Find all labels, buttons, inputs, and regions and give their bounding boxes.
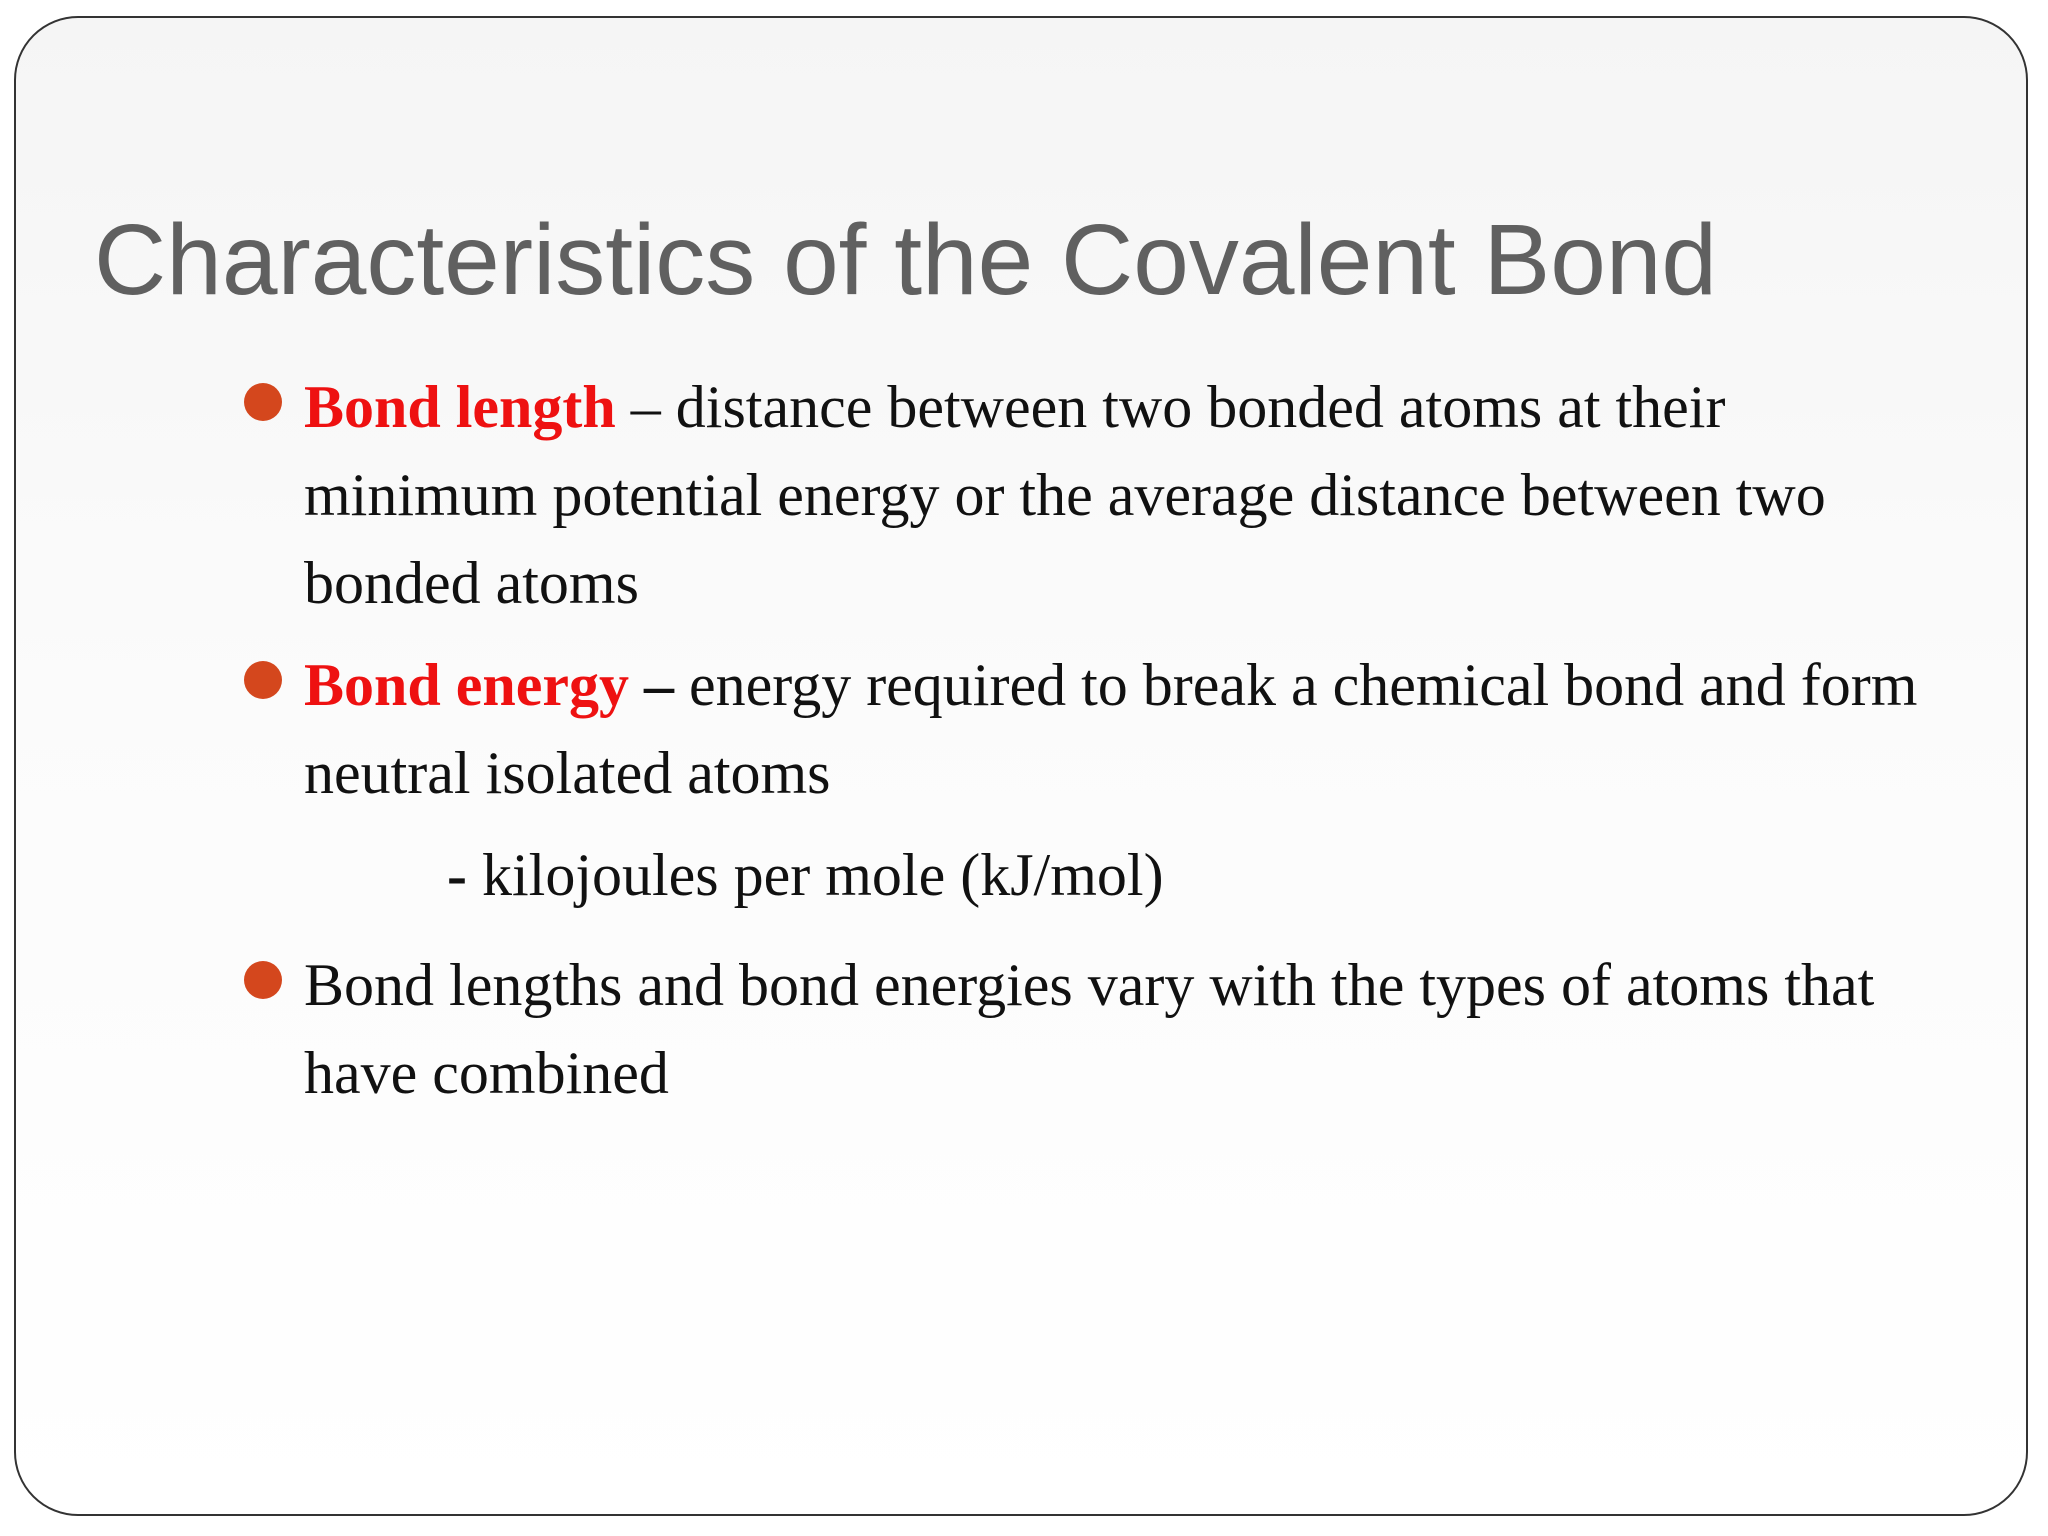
bullet-list (304, 363, 1944, 1131)
separator: – (629, 652, 690, 718)
unit-text: kilojoules per mole (kJ/mol) (481, 842, 1164, 908)
definition-bond-length: distance between two bonded atoms at their minimum potential energy or the average distance between two bonded atoms (304, 374, 1826, 616)
unit-dash: - (447, 842, 482, 908)
bullet-dot-icon (244, 961, 282, 999)
term-bond-length: Bond length (304, 374, 616, 440)
unit-note (304, 831, 1944, 919)
bullet-variation (304, 941, 1944, 1117)
bullet-bond-length (304, 363, 1944, 627)
term-bond-energy: Bond energy (304, 652, 630, 718)
definition-bond-energy: energy required to break a chemical bond and form neutral isolated atoms (304, 652, 1918, 806)
bullet-bond-energy (304, 641, 1944, 817)
variation-text: Bond lengths and bond energies vary with the types of atoms that have combined (304, 952, 1875, 1106)
bullet-dot-icon (244, 661, 282, 699)
bullet-dot-icon (244, 383, 282, 421)
separator: – (615, 374, 676, 440)
slide-title: Characteristics of the Covalent Bond (94, 204, 1718, 316)
slide-frame (14, 16, 2028, 1516)
